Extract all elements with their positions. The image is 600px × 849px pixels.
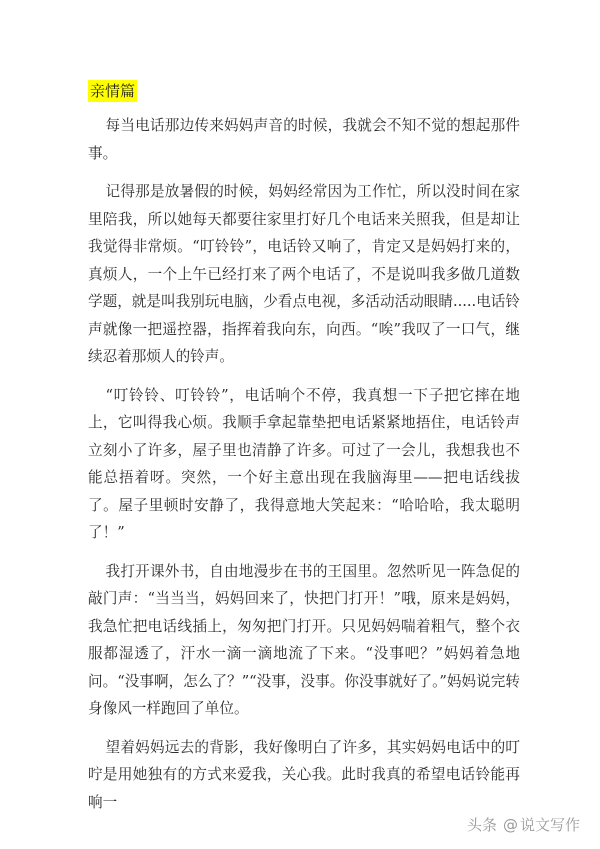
paragraph-1: 每当电话那边传来妈妈声音的时候，我就会不知不觉的想起那件事。 (88, 117, 520, 162)
section-title-highlight: 亲情篇 (90, 82, 136, 100)
watermark-logo (467, 814, 580, 835)
at-sign: @ (502, 815, 518, 834)
platform-name: 头条 (466, 816, 497, 834)
paragraph-2: 记得那是放暑假的时候，妈妈经常因为工作忙，所以没时间在家里陪我，所以她每天都要往家里打好几个电话来关照我，但是却让我觉得非常烦。“叮铃铃”，电话铃又响了，肯定又是妈妈打来的，真烦人，一个上午已经打来了两个电话了，不是说叫我多做几道数学题，就是叫我别玩电脑，少看点电视，多活动活动眼睛.....电话铃声就像一把遥控器，指挥着我向东，向西。“唉”我叹了一口气，继续忍着那烦人的铃声。 (88, 183, 520, 365)
paragraph-4: 我打开课外书，自由地漫步在书的王国里。忽然听见一阵急促的敲门声：“当当当，妈妈回来了，快把门打开！”哦，原来是妈妈，我急忙把电话线插上，匆匆把门打开。只见妈妈喘着粗气，整个衣服都湿透了，汗水一滴一滴地流了下来。“没事吧？”妈妈着急地问。“没事啊，怎么了？”“没事，没事。你没事就好了。”妈妈说完转身像风一样跑回了单位。 (88, 562, 520, 717)
author-name: 说文写作 (519, 816, 580, 834)
paragraph-3: “叮铃铃、叮铃铃”，电话响个不停，我真想一下子把它摔在地上，它叫得我心烦。我顺手拿起靠垫把电话紧紧地捂住，电话铃声立刻小了许多，屋子里也清静了许多。可过了一会儿，我想我也不能总捂着呀。突然，一个好主意出现在我脑海里——把电话线拔了。屋子里顿时安静了，我得意地大笑起来：“哈哈哈，我太聪明了！” (88, 386, 520, 541)
paragraph-5: 望着妈妈远去的背影，我好像明白了许多，其实妈妈电话中的叮咛是用她独有的方式来爱我，关心我。此时我真的希望电话铃能再响一 (88, 738, 520, 811)
article-body (88, 112, 520, 827)
